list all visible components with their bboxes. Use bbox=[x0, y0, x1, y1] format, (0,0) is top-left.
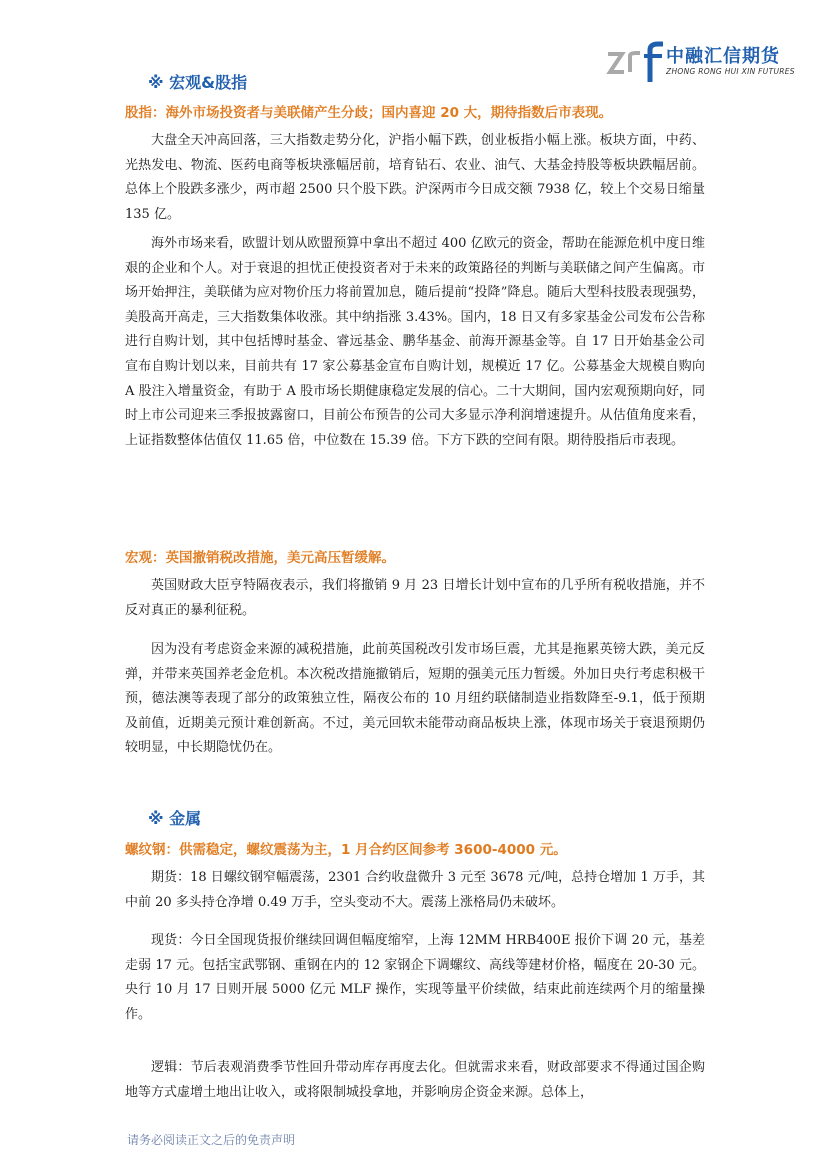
paragraph-rebar-logic: 逻辑：节后表观消费季节性回升带动库存再度去化。但就需求来看，财政部要求不得通过国企购地等方式虚增土地出让收入，或将限制城投拿地，并影响房企资金来源。总体上， bbox=[125, 1060, 705, 1100]
logo-name-en: ZHONG RONG HUI XIN FUTURES bbox=[666, 67, 795, 76]
section-title-metals: ※ 金属 bbox=[148, 809, 202, 828]
paragraph-stock-index-2: 海外市场来看，欧盟计划从欧盟预算中拿出不超过 400 亿欧元的资金，帮助在能源危机中度日维艰的企业和个人。对于衰退的担忧正使投资者对于未来的政策路径的判断与美联储之间产生偏离。市场开始押注，美联储为应对物价压力将前置加息，随后提前“投降”降息。随后大型科技股表现强势，美股高开高走，三大指数集体收涨。其中纳指涨 3.43%。国内，18 日又有多家基金公司发布公告称进行自购计划，其中包括博时基金、睿远基金、鹏华基金、前海开源基金等。自 17 日开始基金公司宣布自购计划以来，目前共有 17 家公募基金宣布自购计划，规模近 17 亿。公募基金大规模自购向 A 股注入增量资金，有助于 A 股市场长期健康稳定发展的信心。二十大期间，国内宏观预期向好，同时上市公司迎来三季报披露窗口，目前公布预告的公司大多显示净利润增速提升。从估值角度来看，上证指数整体估值仅 11.65 倍，中位数在 15.39 倍。下方下跌的空间有限。期待股指后市表现。 bbox=[125, 236, 705, 448]
paragraph-rebar-spot: 现货：今日全国现货报价继续回调但幅度缩窄，上海 12MM HRB400E 报价下调 20 元，基差走弱 17 元。包括宝武鄂钢、重钢在内的 12 家钢企下调螺纹、高线等建材价格，幅度在 20-30 元。央行 10 月 17 日则开展 5000 亿元 MLF 操作，实现等量平价续做，结束此前连续两个月的缩量操作。 bbox=[125, 933, 705, 1022]
logo-mark-icon bbox=[606, 40, 664, 84]
logo-name-cn: 中融汇信期货 bbox=[666, 46, 780, 67]
headline-rebar: 螺纹钢：供需稳定，螺纹震荡为主，1 月合约区间参考 3600-4000 元。 bbox=[125, 842, 567, 858]
paragraph-rebar-futures: 期货：18 日螺纹钢窄幅震荡，2301 合约收盘微升 3 元至 3678 元/吨，总持仓增加 1 万手，其中前 20 多头持仓净增 0.49 万手，空头变动不大。震荡上涨格局仍未破坏。 bbox=[125, 870, 705, 910]
paragraph-macro-2: 因为没有考虑资金来源的减税措施，此前英国税改引发市场巨震，尤其是拖累英镑大跌，美元反弹，并带来英国养老金危机。本次税改措施撤销后，短期的强美元压力暂缓。外加日央行考虑积极干预，德法澳等表现了部分的政策独立性，隔夜公布的 10 月纽约联储制造业指数降至-9.1，低于预期及前值，近期美元预计难创新高。不过，美元回软未能带动商品板块上涨，体现市场关于衰退预期仍较明显，中长期隐忧仍在。 bbox=[125, 642, 705, 756]
company-logo bbox=[606, 40, 796, 86]
headline-macro: 宏观：英国撤销税改措施，美元高压暂缓解。 bbox=[125, 550, 395, 566]
headline-stock-index: 股指：海外市场投资者与美联储产生分歧；国内喜迎 20 大，期待指数后市表现。 bbox=[125, 105, 613, 121]
paragraph-stock-index-1: 大盘全天冲高回落，三大指数走势分化，沪指小幅下跌，创业板指小幅上涨。板块方面，中药、光热发电、物流、医药电商等板块涨幅居前，培育钻石、农业、油气、大基金持股等板块跌幅居前。总体上个股跌多涨少，两市超 2500 只个股下跌。沪深两市今日成交额 7938 亿，较上个交易日缩量 135 亿。 bbox=[125, 133, 705, 222]
paragraph-macro-1: 英国财政大臣亨特隔夜表示，我们将撤销 9 月 23 日增长计划中宣布的几乎所有税收措施，并不反对真正的暴利征税。 bbox=[125, 578, 705, 618]
section-title-macro-index: ※ 宏观&股指 bbox=[148, 73, 248, 92]
footer-disclaimer: 请务必阅读正文之后的免责声明 bbox=[127, 1133, 296, 1147]
